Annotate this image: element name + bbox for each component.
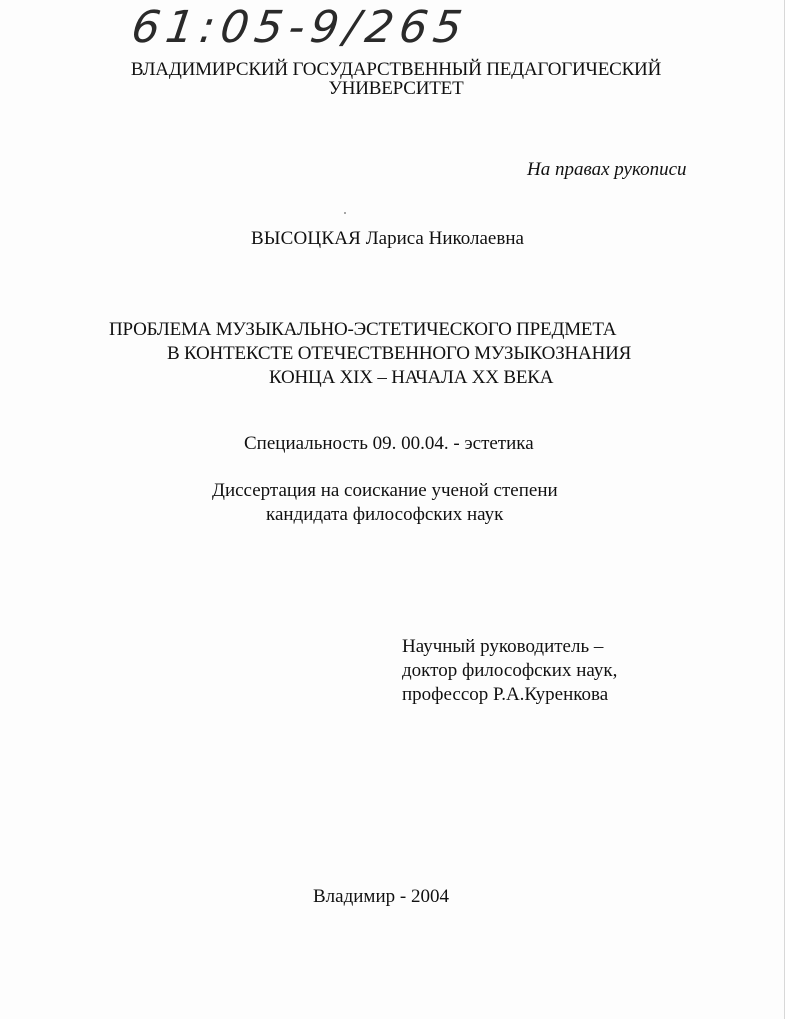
author-name — [251, 227, 524, 251]
dissertation-title-line-3: КОНЦА XIX – НАЧАЛА XX ВЕКА — [269, 367, 554, 388]
page-edge — [784, 0, 792, 1019]
degree-line-2: кандидата философских наук — [266, 504, 504, 525]
university-name-line-1: ВЛАДИМИРСКИЙ ГОСУДАРСТВЕННЫЙ ПЕДАГОГИЧЕСКИЙ — [130, 59, 662, 80]
specialty-line: Специальность 09. 00.04. - эстетика — [244, 433, 534, 454]
dissertation-title-line-1: ПРОБЛЕМА МУЗЫКАЛЬНО-ЭСТЕТИЧЕСКОГО ПРЕДМЕТА — [109, 319, 617, 340]
author-surname: ВЫСОЦКАЯ — [251, 228, 362, 249]
supervisor-line-1: Научный руководитель – — [402, 636, 604, 657]
supervisor-line-2: доктор философских наук, — [402, 660, 618, 681]
degree-line-1: Диссертация на соискание ученой степени — [212, 480, 558, 501]
university-name-line-2: УНИВЕРСИТЕТ — [328, 78, 464, 99]
scan-speck — [344, 212, 346, 214]
rights-note: На правах рукописи — [527, 159, 687, 180]
author-given-names: Лариса Николаевна — [365, 228, 524, 249]
city-year: Владимир - 2004 — [313, 886, 449, 907]
supervisor-line-3: профессор Р.А.Куренкова — [402, 684, 609, 705]
dissertation-title-line-2: В КОНТЕКСТЕ ОТЕЧЕСТВЕННОГО МУЗЫКОЗНАНИЯ — [167, 343, 632, 364]
handwritten-archive-code: 61:05-9/265 — [128, 2, 472, 53]
